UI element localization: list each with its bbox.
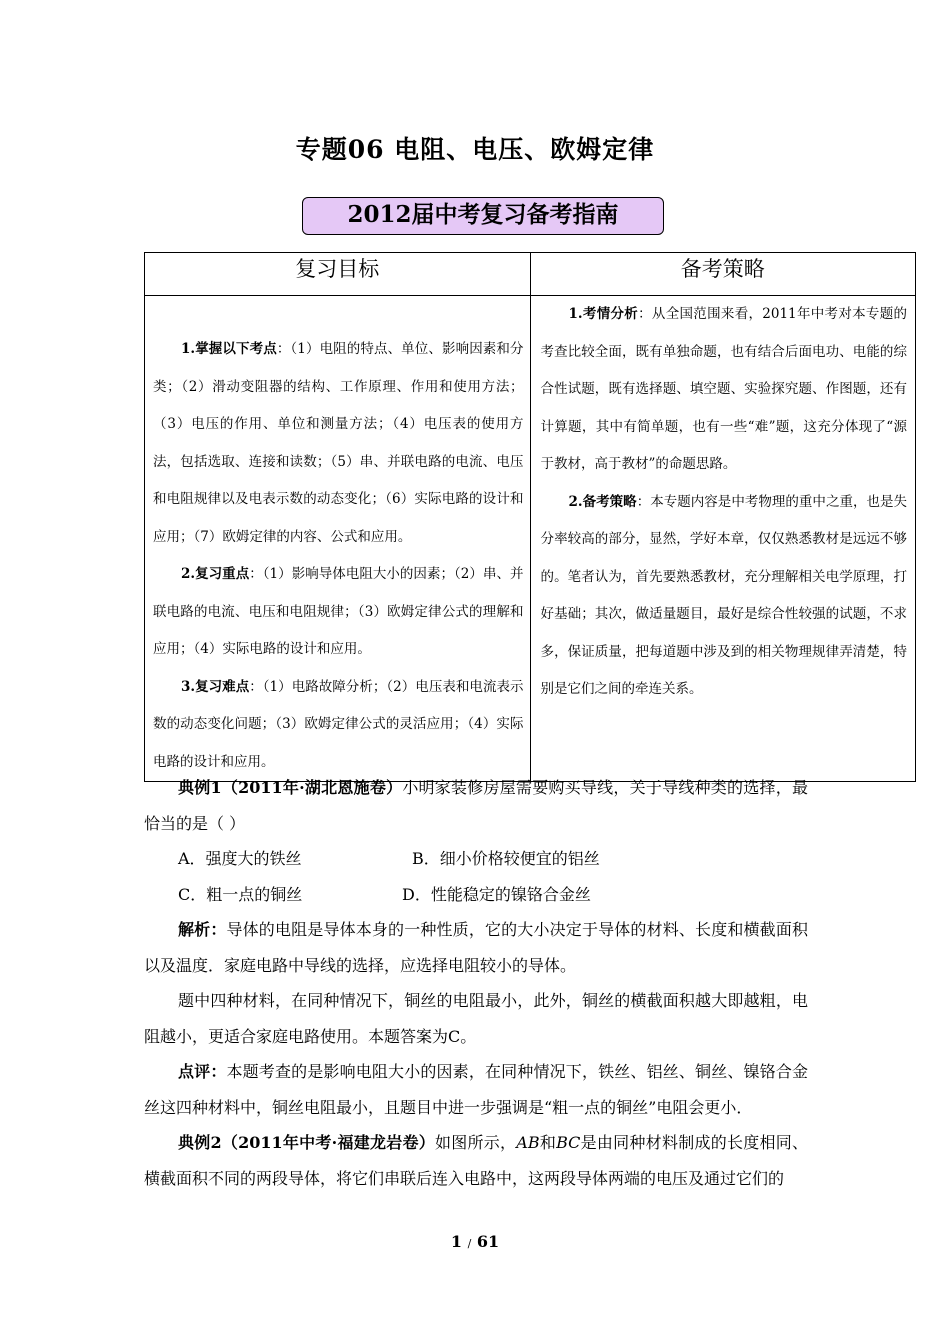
analysis-paragraph-2: 题中四种材料，在同种情况下，铜丝的电阻最小，此外，铜丝的横截面积越大即越粗，电阻越小，更适合家庭电路使用。本题答案为C。 [144,991,808,1046]
option-c: C．粗一点的铜丝 [178,884,303,904]
goal-label: 2.复习重点 [181,566,250,582]
analysis-paragraph: 解析：导体的电阻是导体本身的一种性质，它的大小决定于导体的材料、长度和横截面积以及温度．家庭电路中导线的选择，应选择电阻较小的导体。 [144,920,808,975]
example2-label: 典例2（2011年中考·福建龙岩卷） [178,1133,436,1152]
option-d: D．性能稳定的镍铬合金丝 [402,884,591,904]
strategy-paragraph: 1.考情分析：从全国范围来看，2011年中考对本专题的考查比较全面，既有单独命题，也有结合后面电功、电能的综合性试题，既有选择题、填空题、实验探究题、作图题，还有计算题，其中有简单题，也有一些“难”题，这充分体现了“源于教材，高于教材”的命题思路。 [540,306,908,472]
options-row-2 [144,877,808,913]
goal-text: （1）电阻的特点、单位、影响因素和分类；（2）滑动变阻器的结构、工作原理、作用和使用方法；（3）电压的作用、单位和测量方法；（4）电压表的使用方法，包括选取、连接和读数；（5）串、并联电路的电流、电压和电阻规律以及电表示数的动态变化；（6）实际电路的设计和应用；（7）欧姆定律的内容、公式和应用。 [153,341,524,545]
comment-paragraph: 点评：本题考查的是影响电阻大小的因素，在同种情况下，铁丝、铝丝、铜丝、镍铬合金丝这四种材料中，铜丝电阻最小，且题目中进一步强调是“粗一点的铜丝”电阻会更小． [144,1062,808,1117]
page-title: 专题06 电阻、电压、欧姆定律 [295,135,655,164]
review-guide-table [144,252,916,782]
review-goals-cell [145,296,531,782]
strategy-label: 2.备考策略 [568,493,637,510]
strategy-label: 1.考情分析 [568,306,639,322]
header-exam-strategy: 备考策略 [530,253,916,296]
guide-banner: 2012届中考复习备考指南 [302,197,664,235]
strategy-text: 本专题内容是中考物理的重中之重，也是失分率较高的部分，显然，学好本章，仅仅熟悉教材是远远不够的。笔者认为，首先要熟悉教材，充分理解相关电学原理，打好基础；其次，做适量题目，最好是综合性较强的试题，不求多，保证质量，把每道题中涉及到的相关物理规律弄清楚，特别是它们之间的牵连关系。 [540,493,908,697]
main-content [144,770,808,1196]
example2-question: 典例2（2011年中考·福建龙岩卷）如图所示，AB和BC是由同种材料制成的长度相同、横截面积不同的两段导体，将它们串联后连入电路中，这两段导体两端的电压及通过它们的 [144,1133,808,1188]
strategy-text: 从全国范围来看，2011年中考对本专题的考查比较全面，既有单独命题，也有结合后面电功、电能的综合性试题，既有选择题、填空题、实验探究题、作图题，还有计算题，其中有简单题，也有一些“难”题，这充分体现了“源于教材，高于教材”的命题思路。 [540,306,908,472]
option-b: B．细小价格较便宜的铝丝 [412,849,600,868]
option-a: A．强度大的铁丝 [178,849,302,868]
strategy-paragraph: 2.备考策略：本专题内容是中考物理的重中之重，也是失分率较高的部分，显然，学好本章，仅仅熟悉教材是远远不够的。笔者认为，首先要熟悉教材，充分理解相关电学原理，打好基础；其次，做适量题目，最好是综合性较强的试题，不求多，保证质量，把每道题中涉及到的相关物理规律弄清楚，特别是它们之间的牵连关系。 [540,493,908,697]
goal-label: 3.复习难点 [181,678,250,695]
example1-question: 典例1（2011年·湖北恩施卷）小明家装修房屋需要购买导线，关于导线种类的选择，最恰当的是（ ） [144,778,808,833]
var-ab: AB [516,1133,540,1152]
analysis-label: 解析： [178,920,227,939]
goal-paragraph: 2.复习重点：（1）影响导体电阻大小的因素；（2）串、并联电路的电流、电压和电阻规律；（3）欧姆定律公式的理解和应用；（4）实际电路的设计和应用。 [153,566,524,657]
options-row-1 [144,841,808,877]
goal-paragraph: 1.掌握以下考点：（1）电阻的特点、单位、影响因素和分类；（2）滑动变阻器的结构、工作原理、作用和使用方法；（3）电压的作用、单位和测量方法；（4）电压表的使用方法，包括选取、连接和读数；（5）串、并联电路的电流、电压和电阻规律以及电表示数的动态变化；（6）实际电路的设计和应用；（7）欧姆定律的内容、公式和应用。 [153,341,524,545]
var-bc: BC [556,1133,581,1152]
goal-label: 1.掌握以下考点 [181,341,277,357]
comment-label: 点评： [178,1062,227,1081]
example1-label: 典例1（2011年·湖北恩施卷） [178,778,403,797]
goal-paragraph: 3.复习难点：（1）电路故障分析；（2）电压表和电流表示数的动态变化问题；（3）欧姆定律公式的灵活应用；（4）实际电路的设计和应用。 [153,678,524,770]
goal-text: （1）影响导体电阻大小的因素；（2）串、并联电路的电流、电压和电阻规律；（3）欧姆定律公式的理解和应用；（4）实际电路的设计和应用。 [153,566,524,657]
page-number: 1 / 61 [450,1232,500,1251]
exam-strategy-cell [530,296,916,782]
header-review-goals: 复习目标 [145,253,531,296]
goal-text: （1）电路故障分析；（2）电压表和电流表示数的动态变化问题；（3）欧姆定律公式的灵活应用；（4）实际电路的设计和应用。 [153,678,524,770]
